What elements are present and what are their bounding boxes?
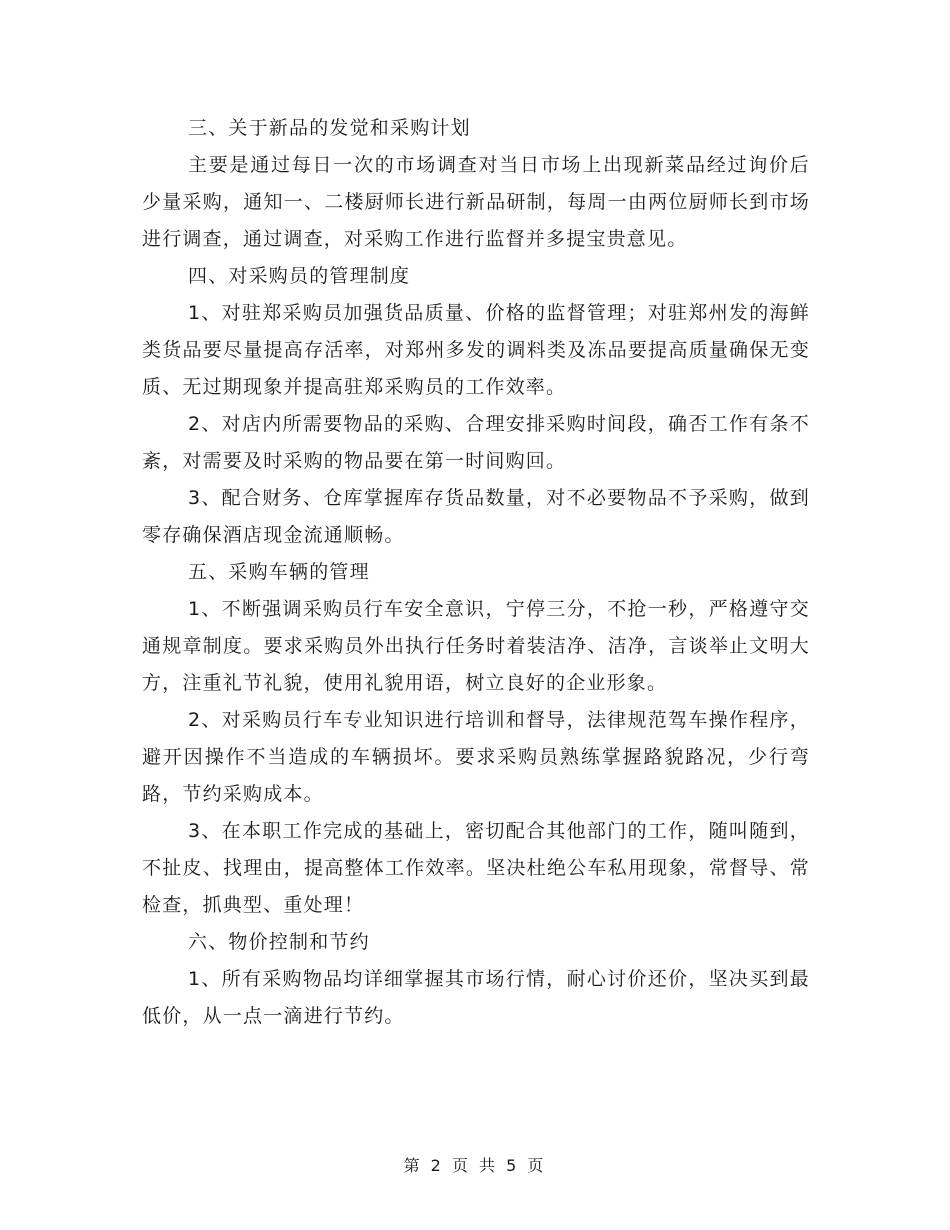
paragraph: 2、对店内所需要物品的采购、合理安排采购时间段，确否工作有条不紊，对需要及时采购的物品要在第一时间购回。	[142, 413, 810, 472]
section-heading: 五、采购车辆的管理	[188, 561, 370, 583]
section-heading: 四、对采购员的管理制度	[188, 265, 411, 287]
section-heading: 三、关于新品的发觉和采购计划	[188, 117, 471, 139]
paragraph: 3、配合财务、仓库掌握库存货品数量，对不必要物品不予采购，做到零存确保酒店现金流通顺畅。	[142, 487, 810, 546]
paragraph: 1、不断强调采购员行车安全意识，宁停三分，不抢一秒，严格遵守交通规章制度。要求采购员外出执行任务时着装洁净、洁净，言谈举止文明大方，注重礼节礼貌，使用礼貌用语，树立良好的企业形象。	[142, 598, 810, 694]
paragraph: 3、在本职工作完成的基础上，密切配合其他部门的工作，随叫随到，不扯皮、找理由，提高整体工作效率。坚决杜绝公车私用现象，常督导、常检查，抓典型、重处理！	[142, 820, 810, 916]
paragraph: 主要是通过每日一次的市场调查对当日市场上出现新菜品经过询价后少量采购，通知一、二楼厨师长进行新品研制，每周一由两位厨师长到市场进行调查，通过调查，对采购工作进行监督并多提宝贵意见。	[142, 154, 810, 250]
paragraph: 2、对采购员行车专业知识进行培训和督导，法律规范驾车操作程序，避开因操作不当造成的车辆损坏。要求采购员熟练掌握路貌路况，少行弯路，节约采购成本。	[142, 709, 810, 805]
paragraph: 1、所有采购物品均详细掌握其市场行情，耐心讨价还价，坚决买到最低价，从一点一滴进行节约。	[142, 968, 810, 1027]
page-number-footer: 第 2 页 共 5 页	[403, 1156, 547, 1175]
section-heading: 六、物价控制和节约	[188, 931, 370, 953]
paragraph: 1、对驻郑采购员加强货品质量、价格的监督管理；对驻郑州发的海鲜类货品要尽量提高存活率，对郑州多发的调料类及冻品要提高质量确保无变质、无过期现象并提高驻郑采购员的工作效率。	[142, 302, 810, 398]
document-body	[142, 110, 810, 1035]
